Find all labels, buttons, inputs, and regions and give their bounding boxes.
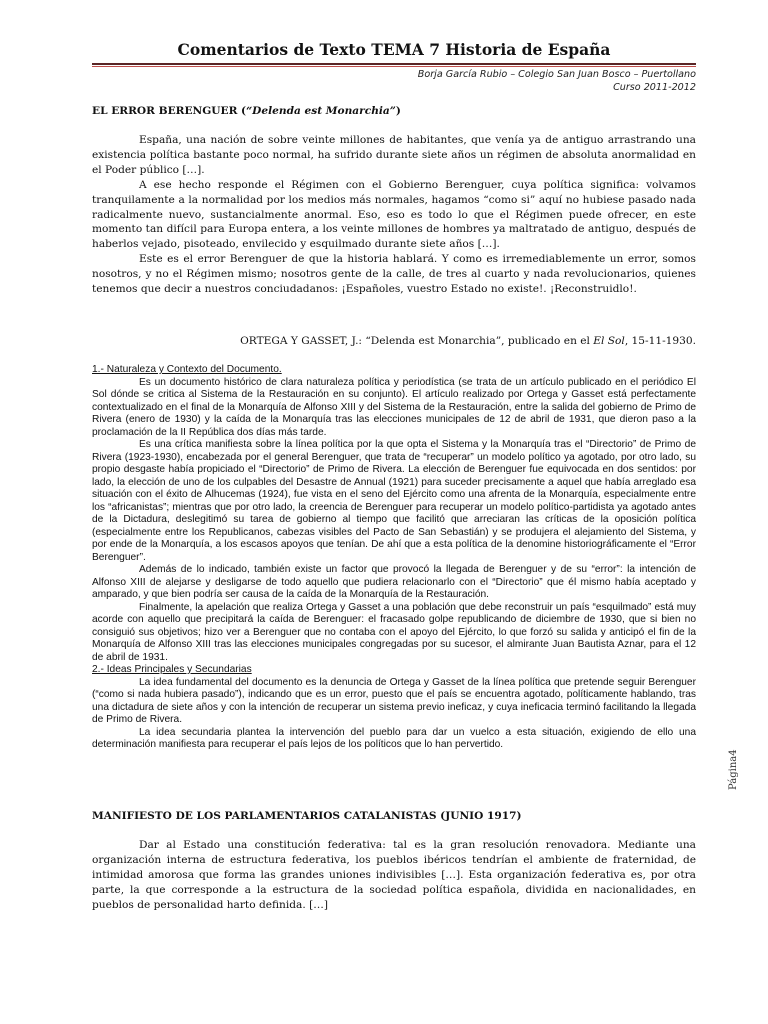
quote-paragraph: Dar al Estado una constitución federativa: tal es la gran resolución renovadora. Mediante una organización interna de estructura federativa, los pueblos ibéricos tendrían el ambiente de fraternidad, de intimidad amorosa que forma las grandes uniones indivisibles […]. Esta organización federativa es, por otra parte, la que corresponde a la estructura de la sociedad política española, dividida en nacionalidades, en pueblos de personalidad harto definida. […] — [92, 839, 696, 911]
section1-quote — [92, 133, 696, 297]
commentary-paragraph: Es un documento histórico de clara naturaleza política y periodística (se trata de un artículo publicado en el periódico El Sol dónde se critica al Sistema de la Restauración en su conjunto). El artículo realizado por Ortega y Gasset está perfectamente contextualizado en el final de la Monarquía de Alfonso XIII y del Sistema de la Restauración, entre la salida del gobierno de Primo de Rivera (enero de 1930) y la caída de la Monarquía tras las elecciones municipales de 12 de abril de 1931, que dieron paso a la proclamación de la II República dos días más tarde. — [92, 376, 696, 438]
course-line: Curso 2011-2012 — [613, 82, 696, 93]
section1-source: ORTEGA Y GASSET, J.: “Delenda est Monarchia”, publicado en el El Sol, 15-11-1930. — [240, 335, 696, 347]
section1-title: EL ERROR BERENGUER (“Delenda est Monarchia”) — [92, 105, 401, 117]
commentary-paragraph: La idea secundaria plantea la intervención del pueblo para dar un vuelco a esta situación, exigiendo de ello una determinación manifiesta para recuperar el país lejos de los políticos que lo han pervertido. — [92, 726, 696, 750]
header-meta — [418, 68, 696, 94]
quote-paragraph: España, una nación de sobre veinte millones de habitantes, que venía ya de antiguo arrastrando una existencia política bastante poco normal, ha sufrido durante siete años un régimen de absoluta anormalidad en el Poder público […]. — [92, 134, 696, 176]
section2-title: MANIFIESTO DE LOS PARLAMENTARIOS CATALANISTAS (JUNIO 1917) — [92, 810, 522, 822]
commentary-heading-2: 2.- Ideas Principales y Secundarias — [92, 664, 252, 675]
commentary-paragraph: La idea fundamental del documento es la denuncia de Ortega y Gasset de la línea política que pretende seguir Berenguer (“como si nada hubiera pasado”), indicando que es un error, puesto que el país se encuentra agotado, políticamente hablando, tras una dictadura de siete años y con la intención de recuperar un sistema previo ineficaz, y cuya ineficacia terminó facilitando la llegada de Primo de Rivera. — [92, 676, 696, 725]
quote-paragraph: Este es el error Berenguer de que la historia hablará. Y como es irremediablemente un error, somos nosotros, y no el Régimen mismo; nosotros gente de la calle, de tres al cuarto y nada revolucionarios, quienes tenemos que decir a nuestros conciudadanos: ¡Españoles, vuestro Estado no existe!. ¡Reconstruidlo!. — [92, 253, 696, 296]
header-rule-red — [92, 66, 696, 67]
quote-paragraph: A ese hecho responde el Régimen con el Gobierno Berenguer, cuya política significa: volvamos tranquilamente a la normalidad por los medios más normales, hagamos “como si” aquí no hubiese pasado nada radicalmente nuevo, sustancialmente anormal. Eso, eso es todo lo que el Régimen puede ofrecer, en este momento tan difícil para Europa entera, a los veinte millones de hombres ya maltratado de antiguo, después de haberlos vejado, pisoteado, envilecido y esquilmado durante siete años […]. — [92, 178, 696, 251]
commentary-paragraph: Es una crítica manifiesta sobre la línea política por la que opta el Sistema y la Monarquía tras el “Directorio” de Primo de Rivera (1923-1930), encabezada por el general Berenguer, que trata de “recuperar” un modelo político ya agotado, por otro lado, su propio desgaste había propiciado el “Directorio” de Primo de Rivera. La elección de Berenguer fue equivocada en dos sentidos: por lado, la elección de uno de los culpables del Desastre de Annual (1921) para suceder precisamente a aquel que había arreglado esa situación con el éxito de Alhucemas (1924), fue vista en el seno del Ejército como una afrenta de la Monarquía, especialmente entre los “africanistas”; mientras que por otro lado, la creencia de Berenguer para recuperar un modelo político-partidista ya agotado antes de la Dictadura, deslegitimó su tarea de gobierno al tiempo que facilitó que arreciaran las críticas de la oposición política (especialmente entre los Republicanos, cabezas visibles del Pacto de San Sebastián) y se produjera el alejamiento del Sistema, y por ende de la Monarquía, a los escasos apoyos que tenían. De ahí que a esta política de la denomine historiográficamente el “Error Berenguer”. — [92, 439, 696, 563]
author-line: Borja García Rubio – Colegio San Juan Bosco – Puertollano — [417, 69, 696, 80]
commentary-paragraph: Además de lo indicado, también existe un factor que provocó la llegada de Berenguer y de su “error”: la intención de Alfonso XIII de alejarse y desligarse de todo aquello que pudiera relacionarlo con el “Directorio” que él mismo había aceptado y amparado, y que bien podría ser causa de la caída de la Monarquía de la Restauración. — [92, 564, 696, 600]
page-number: Página4 — [728, 749, 739, 790]
commentary-heading-1: 1.- Naturaleza y Contexto del Documento. — [92, 364, 282, 375]
section2-quote — [92, 838, 696, 913]
commentary-paragraph: Finalmente, la apelación que realiza Ortega y Gasset a una población que debe reconstruir un país “esquilmado” está muy acorde con aquello que precipitará la caída de Berenguer: el fracasado golpe republicando de diciembre de 1930, que si bien no consiguió sus objetivos; hizo ver a Berenguer que no contaba con el apoyo del Ejército, lo que forzó su salida y anticipó el fin de la Monarquía de Alfonso XIII tras las elecciones municipales congregadas por su sucesor, el almirante Juan Bautista Aznar, para el 12 de abril de 1931. — [92, 601, 696, 663]
page-title: Comentarios de Texto TEMA 7 Historia de España — [177, 40, 611, 59]
commentary — [92, 364, 696, 752]
header-rule-dark — [92, 63, 696, 65]
